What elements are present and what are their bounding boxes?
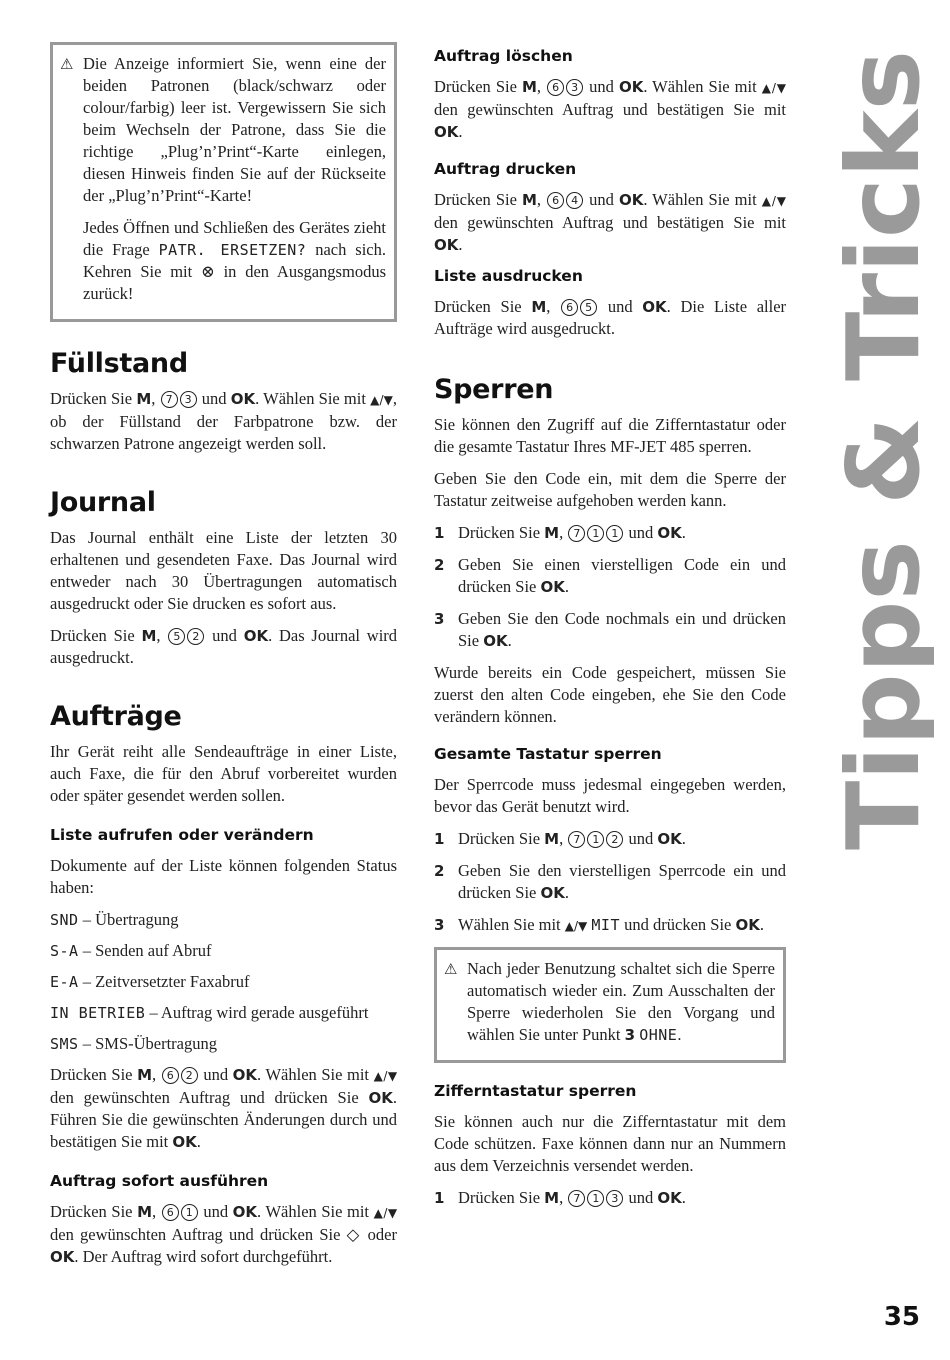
subsection-title: Auftrag löschen (434, 47, 573, 65)
steps-list (434, 828, 786, 937)
paragraph: Geben Sie den Code ein, mit dem die Sperre der Tastatur zeitweise aufgehoben werden kann. (434, 469, 786, 510)
key-m: M (137, 1066, 153, 1084)
lcd-text: OHNE (639, 1026, 678, 1044)
key-m: M (521, 191, 537, 209)
up-down-arrow-icon: ▲/▼ (373, 1206, 398, 1220)
key-ok: OK (540, 578, 565, 596)
warning-icon: ⚠ (60, 57, 74, 73)
list-item: 2 Geben Sie den vierstelligen Sperrcode ein und drücken Sie OK. (434, 861, 786, 902)
lcd-text: PATR. ERSETZEN? (158, 241, 307, 259)
page-number: 35 (883, 1302, 920, 1332)
note-paragraph: Nach jeder Benutzung schaltet sich die Sperre automatisch wieder ein. Zum Ausschalten der Sperre wiederholen Sie den Vorgang und wählen Sie unter Punkt 3 OHNE. (467, 959, 775, 1044)
key-m: M (137, 1203, 153, 1221)
list-item: 1 Drücken Sie M, 7 1 1 und OK. (434, 523, 686, 542)
side-title (824, 40, 934, 860)
up-down-arrow-icon: ▲/▼ (761, 81, 787, 95)
key-ok: OK (657, 1189, 682, 1207)
list-item: 2 Geben Sie einen vierstelligen Code ein und drücken Sie OK. (434, 555, 786, 596)
list-item: 1 Drücken Sie M, 7 1 3 und OK. (434, 1188, 686, 1207)
subsection-title: Gesamte Tastatur sperren (434, 745, 662, 763)
stop-icon: ⊗ (200, 262, 215, 281)
key-ok: OK (434, 123, 459, 141)
note-paragraph: Die Anzeige informiert Sie, wenn eine der beiden Patronen (black/schwarz oder colour/farbig) leer ist. Vergewissern Sie sich beim Wechseln der Patrone, dass Sie die richtige „Plug’n’Print“-Karte einlegen, diesen Hinweis finden Sie auf der Rückseite der „Plug’n’Print“-Karte! (83, 54, 386, 205)
start-icon: ◇ (346, 1225, 362, 1244)
paragraph: Drücken Sie M, 6 2 und OK. Wählen Sie mit ▲/▼ den gewünschten Auftrag und drücken Sie OK. Führen Sie die gewünschten Änderungen durch und bestätigen Sie mit OK. (50, 1065, 398, 1151)
digit-key: 3 (566, 79, 583, 96)
subsection-title: Liste aufrufen oder verändern (50, 826, 314, 844)
key-ok: OK (50, 1248, 75, 1266)
subsection-title: Auftrag drucken (434, 160, 577, 178)
side-title-text: Tipps & Tricks (825, 61, 934, 850)
key-m: M (544, 1189, 560, 1207)
digit-key: 5 (580, 299, 597, 316)
status-item: E-A – Zeitversetzter Faxabruf (50, 972, 250, 991)
status-item: SND – Übertragung (50, 910, 179, 929)
subsection-title: Liste ausdrucken (434, 267, 583, 285)
digit-key: 3 (180, 391, 197, 408)
digit-key: 1 (587, 525, 604, 542)
paragraph: Sie können den Zugriff auf die Zifferntastatur oder die gesamte Tastatur Ihres MF-JET 485 sperren. (434, 415, 786, 456)
digit-key: 1 (606, 525, 623, 542)
key-ok: OK (657, 830, 682, 848)
list-item: 1 Drücken Sie M, 7 1 2 und OK. (434, 829, 686, 848)
key-ok: OK (483, 632, 508, 650)
key-m: M (531, 298, 547, 316)
warning-icon: ⚠ (444, 962, 458, 978)
key-ok: OK (230, 390, 256, 408)
key-ok: OK (243, 627, 269, 645)
key-m: M (544, 524, 560, 542)
key-ok: OK (232, 1066, 258, 1084)
digit-key: 7 (568, 831, 585, 848)
up-down-arrow-icon: ▲/▼ (373, 1069, 398, 1083)
steps-list (434, 1187, 786, 1209)
paragraph: Wurde bereits ein Code gespeichert, müssen Sie zuerst den alten Code eingeben, ehe Sie den Code verändern können. (434, 663, 786, 726)
key-ok: OK (618, 78, 644, 96)
status-item: IN BETRIEB – Auftrag wird gerade ausgeführt (50, 1003, 369, 1022)
digit-key: 1 (587, 831, 604, 848)
digit-key: 6 (561, 299, 578, 316)
digit-key: 7 (161, 391, 178, 408)
subsection-title: Auftrag sofort ausführen (50, 1172, 269, 1190)
digit-key: 5 (168, 628, 185, 645)
paragraph: Sie können auch nur die Zifferntastatur mit dem Code schützen. Faxe können dann nur an Nummern aus dem Verzeichnis versendet werden. (434, 1112, 786, 1175)
section-title-fuellstand: Füllstand (50, 348, 188, 379)
digit-key: 6 (547, 79, 564, 96)
key-ok: OK (434, 236, 459, 254)
key-ok: OK (618, 191, 644, 209)
digit-key: 3 (606, 1190, 623, 1207)
key-ok: OK (540, 884, 565, 902)
digit-key: 6 (162, 1204, 179, 1221)
side-title-svg (824, 40, 934, 860)
key-m: M (136, 390, 152, 408)
digit-key: 2 (187, 628, 204, 645)
section-title-auftraege: Aufträge (50, 701, 182, 732)
paragraph: Drücken Sie M, 6 1 und OK. Wählen Sie mit ▲/▼ den gewünschten Auftrag und drücken Sie ◇ oder OK. Der Auftrag wird sofort durchgeführt. (50, 1202, 398, 1266)
section-title-journal: Journal (50, 487, 156, 518)
digit-key: 7 (568, 1190, 585, 1207)
note-paragraph: Jedes Öffnen und Schließen des Gerätes zieht die Frage PATR. ERSETZEN? nach sich. Kehren Sie mit ⊗ in den Ausgangsmodus zurück! (83, 218, 386, 303)
digit-key: 6 (547, 192, 564, 209)
paragraph: Drücken Sie M, 6 5 und OK. Die Liste aller Aufträge wird ausgedruckt. (434, 297, 787, 338)
up-down-arrow-icon: ▲/▼ (370, 393, 393, 407)
digit-key: 2 (606, 831, 623, 848)
paragraph: Das Journal enthält eine Liste der letzten 30 erhaltenen und gesendeten Faxe. Das Journal wird entweder nach 30 Übertragungen automatisch ausgedruckt oder Sie drucken es sofort aus. (50, 528, 397, 613)
digit-key: 7 (568, 525, 585, 542)
warning-note-box (50, 42, 397, 322)
lcd-text: MIT (591, 916, 620, 934)
key-ok: OK (657, 524, 682, 542)
status-item: SMS – SMS-Übertragung (50, 1034, 217, 1053)
list-item: 3 Geben Sie den Code nochmals ein und drücken Sie OK. (434, 609, 786, 650)
up-down-arrow-icon: ▲/▼ (761, 194, 787, 208)
paragraph: Drücken Sie M, 6 3 und OK. Wählen Sie mit ▲/▼ den gewünschten Auftrag und bestätigen Sie mit OK. (434, 77, 787, 141)
status-item: S-A – Senden auf Abruf (50, 941, 212, 960)
paragraph: Drücken Sie M, 5 2 und OK. Das Journal wird ausgedruckt. (50, 626, 398, 667)
paragraph: Drücken Sie M, 7 3 und OK. Wählen Sie mit ▲/▼, ob der Füllstand der Farbpatrone bzw. der schwarzen Patrone angezeigt werden soll. (50, 389, 397, 453)
key-ok: OK (172, 1133, 197, 1151)
key-ok: OK (642, 298, 667, 316)
subsection-title: Zifferntastatur sperren (434, 1082, 637, 1100)
right-column (434, 46, 786, 1219)
section-title-sperren: Sperren (434, 374, 554, 405)
key-m: M (141, 627, 157, 645)
key-m: M (521, 78, 537, 96)
list-item: 3 Wählen Sie mit ▲/▼ MIT und drücken Sie OK. (434, 915, 764, 934)
left-column (50, 42, 397, 1278)
digit-key: 2 (181, 1067, 198, 1084)
digit-key: 4 (566, 192, 583, 209)
warning-note-box (434, 947, 786, 1063)
key-ok: OK (368, 1089, 393, 1107)
paragraph: Dokumente auf der Liste können folgenden Status haben: (50, 856, 397, 897)
key-ok: OK (232, 1203, 258, 1221)
status-list (50, 909, 397, 1055)
key-ok: OK (735, 916, 760, 934)
digit-key: 1 (181, 1204, 198, 1221)
key-m: M (544, 830, 560, 848)
digit-key: 1 (587, 1190, 604, 1207)
paragraph: Drücken Sie M, 6 4 und OK. Wählen Sie mit ▲/▼ den gewünschten Auftrag und bestätigen Sie mit OK. (434, 190, 787, 254)
steps-list (434, 522, 786, 652)
up-down-arrow-icon: ▲/▼ (564, 919, 588, 933)
paragraph: Der Sperrcode muss jedesmal eingegeben werden, bevor das Gerät benutzt wird. (434, 775, 786, 816)
digit-key: 6 (162, 1067, 179, 1084)
paragraph: Ihr Gerät reiht alle Sendeaufträge in einer Liste, auch Faxe, die für den Abruf vorbereitet wurden oder später gesendet werden sollen. (50, 742, 397, 805)
